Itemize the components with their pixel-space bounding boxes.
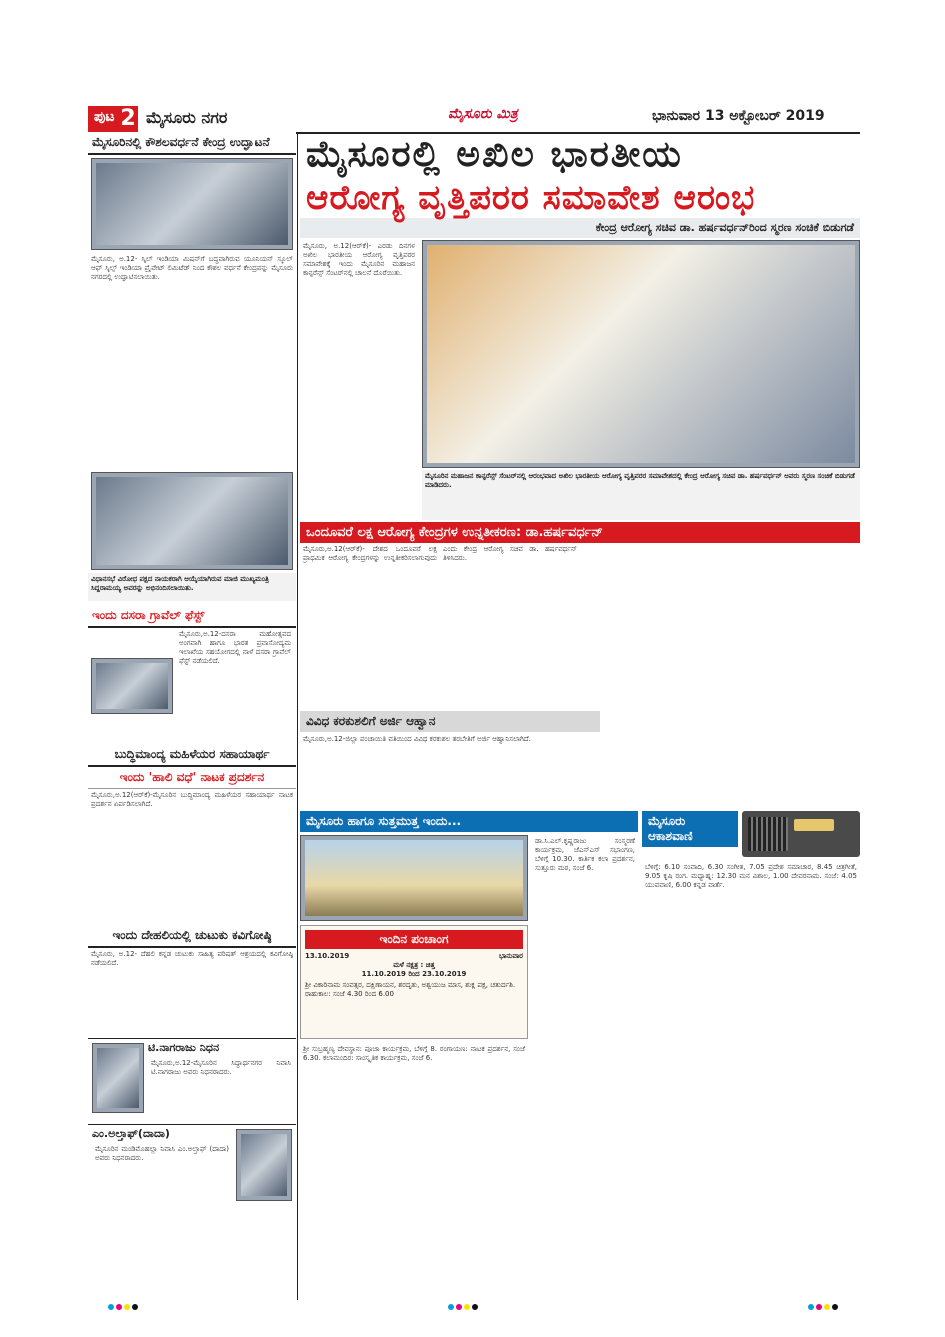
story2-caption: ವಿಧಾನಸಭೆ ವಿರೋಧ ಪಕ್ಷದ ನಾಯಕರಾಗಿ ಆಯ್ಕೆಯಾಗಿರುವ ಮಾಜಿ ಮುಖ್ಯಮಂತ್ರಿ ಸಿದ್ದರಾಮಯ್ಯ ಅವರನ್ನು ಅಭಿನಂದಿಸಲಾಯಿತು.: [88, 573, 296, 601]
story2-photo: [91, 472, 293, 570]
page-number: 2: [118, 106, 138, 132]
lead-photo-caption: ಮೈಸೂರಿನ ಮಹಾಜನ ಕಾನ್ಫರೆನ್ಸ್ ಸೆಂಟರ್‌ನಲ್ಲಿ ಆರಂಭವಾದ ಅಖಿಲ ಭಾರತೀಯ ಆರೋಗ್ಯ ವೃತ್ತಿಪರರ ಸಮಾವೇಶದಲ್ಲಿ ಕೇಂದ್ರ ಆರೋಗ್ಯ ಸಚಿವ ಡಾ. ಹರ್ಷವರ್ಧನ್ ಅವರು ಸ್ಮರಣ ಸಂಚಿಕೆ ಬಿಡುಗಡೆ ಮಾಡಿದರು.: [422, 470, 860, 520]
panchanga-body: ಶ್ರೀ ವಿಕಾರಿನಾಮ ಸಂವತ್ಸರ, ದಕ್ಷಿಣಾಯನ, ಶರದೃತು, ಅಶ್ವಯುಜ ಮಾಸ, ಶುಕ್ಲ ಪಕ್ಷ, ಚತುರ್ದಶಿ. ರಾಹುಕಾಲ: ಸಂಜೆ 4.30 ರಿಂದ 6.00: [305, 981, 516, 998]
events-head: ಮೈಸೂರು ಹಾಗೂ ಸುತ್ತಮುತ್ತ ಇಂದು...: [300, 811, 638, 832]
vividha-head: ವಿವಿಧ ಕರಕುಶಲಿಗೆ ಅರ್ಜಿ ಆಹ್ವಾನ: [300, 711, 600, 732]
story4-subtitle: ಇಂದು 'ಹಾಲಿ ವಧೆ' ನಾಟಕ ಪ್ರದರ್ಶನ: [88, 767, 296, 789]
second-headline: ಒಂದೂವರೆ ಲಕ್ಷ ಆರೋಗ್ಯ ಕೇಂದ್ರಗಳ ಉನ್ನತೀಕರಣ: ಡಾ.ಹರ್ಷವರ್ಧನ್: [300, 522, 860, 543]
story4-title: ಬುದ್ಧಿಮಾಂದ್ಯ ಮಹಿಳೆಯರ ಸಹಾಯಾರ್ಥ: [88, 744, 296, 767]
newspaper-page: [88, 98, 860, 1300]
obit1-photo: [92, 1043, 144, 1113]
story1-body: ಮೈಸೂರು, ಅ.12- ಸ್ಕಿಲ್ ಇಂಡಿಯಾ ಮಿಷನ್‌ಗೆ ಬದ್ಧವಾಗಿರುವ ಯೂನಿಯನ್ ಸ್ಕೂಲ್ ಆಫ್ ಸ್ಕಿಲ್ಸ್ ಇಂಡಿಯಾ ಪ್ರೈವೇಟ್ ಲಿಮಿಟೆಡ್ ನಿಂದ ಕೌಶಲ ವರ್ಧನೆ ಕೇಂದ್ರವನ್ನು ಮೈಸೂರು ನಗರದಲ್ಲಿ ಉದ್ಘಾಟಿಸಲಾಯಿತು.: [91, 255, 293, 281]
story3-title: ಇಂದು ದಸರಾ ಗ್ರಾವೆಲ್ ಫೆಸ್ಟ್: [88, 605, 296, 628]
obit1-title: ಟಿ.ನಾಗರಾಜು ನಿಧನ: [148, 1041, 220, 1054]
headline-line2: ಆರೋಗ್ಯ ವೃತ್ತಿಪರರ ಸಮಾವೇಶ ಆರಂಭ: [306, 178, 756, 218]
lead-photo: [422, 240, 860, 468]
masthead: ಮೈಸೂರು ಮಿತ್ರ: [448, 106, 518, 122]
events-body-col1: ಶ್ರೀ ಸುಬ್ರಹ್ಮಣ್ಯ ದೇವಸ್ಥಾನ: ಪೂಜಾ ಕಾರ್ಯಕ್ರಮ, ಬೆಳಿಗ್ಗೆ 8. ರಂಗಾಯಣ: ನಾಟಕ ಪ್ರದರ್ಶನ, ಸಂಜೆ 6.30. ಕಲಾಮಂದಿರ: ಸಾಂಸ್ಕೃತಿಕ ಕಾರ್ಯಕ್ರಮ, ಸಂಜೆ 6.: [303, 1045, 525, 1062]
events-body-col2: ಡಾ.ಸಿ.ಎಲ್.ಕೃಷ್ಣರಾಜು ಸಂಸ್ಮರಣೆ ಕಾರ್ಯಕ್ರಮ, ಜೆಎಸ್‌ಎಸ್ ಸಭಾಂಗಣ, ಬೆಳಿಗ್ಗೆ 10.30. ಕಾರ್ತಿಕ ಕಲಾ ಪ್ರದರ್ಶನ, ಸುತ್ತೂರು ಮಠ, ಸಂಜೆ 6.: [535, 837, 635, 872]
obit1-body: ಮೈಸೂರು,ಅ.12-ಮೈಸೂರಿನ ಸಿದ್ಧಾರ್ಥನಗರ ನಿವಾಸಿ ಟಿ.ನಾಗರಾಜು ಅವರು ನಿಧನರಾದರು.: [151, 1059, 291, 1076]
panchanga-box: [300, 925, 528, 1039]
radio-head: ಮೈಸೂರು ಆಕಾಶವಾಣಿ: [642, 811, 738, 847]
story3-photo: [91, 658, 173, 714]
vividha-body: ಮೈಸೂರು,ಅ.12-ಜಿಲ್ಲಾ ಪಂಚಾಯಿತಿ ವತಿಯಿಂದ ವಿವಿಧ ಕರಕುಶಲ ತರಬೇತಿಗೆ ಅರ್ಜಿ ಆಹ್ವಾನಿಸಲಾಗಿದೆ.: [303, 735, 531, 743]
page-tag: ಪುಟ: [88, 106, 121, 132]
panchanga-day: ಭಾನುವಾರ: [498, 952, 523, 960]
subhead: ಕೇಂದ್ರ ಆರೋಗ್ಯ ಸಚಿವ ಡಾ. ಹರ್ಷವರ್ಧನ್‌ರಿಂದ ಸ್ಮರಣ ಸಂಚಿಕೆ ಬಿಡುಗಡೆ: [300, 218, 860, 238]
panchanga-star: ಮಳೆ ನಕ್ಷತ್ರ : ಚಿತ್ತ: [393, 961, 435, 969]
palace-photo: [300, 835, 528, 921]
radio-icon: [742, 811, 860, 857]
section-name: ಮೈಸೂರು ನಗರ: [146, 108, 228, 127]
story3-body: ಮೈಸೂರು,ಅ.12-ದಸರಾ ಮಹೋತ್ಸವದ ಅಂಗವಾಗಿ ಹಾಗೂ ಭಾರತ ಪ್ರವಾಸೋದ್ಯಮ ಇಲಾಖೆಯ ಸಹಯೋಗದಲ್ಲಿ ನಾಳೆ ದಸರಾ ಗ್ರಾವೆಲ್ ಫೆಸ್ಟ್ ನಡೆಯಲಿದೆ.: [179, 630, 291, 665]
headline-line1: ಮೈಸೂರಲ್ಲಿ ಅಖಿಲ ಭಾರತೀಯ: [306, 134, 683, 175]
registration-marks: [88, 1300, 860, 1310]
story5-title: ಇಂದು ದೇಹಲಿಯಲ್ಲಿ ಚುಟುಕು ಕವಿಗೋಷ್ಠಿ: [88, 925, 296, 948]
issue-date: ಭಾನುವಾರ 13 ಅಕ್ಟೋಬರ್ 2019: [652, 108, 825, 124]
obit2-title: ಎಂ.ಅಲ್ತಾಫ್(ದಾದಾ): [92, 1127, 170, 1140]
story1-title: ಮೈಸೂರಿನಲ್ಲಿ ಕೌಶಲವರ್ಧನೆ ಕೇಂದ್ರ ಉದ್ಘಾಟನೆ: [88, 132, 296, 155]
story5-body: ಮೈಸೂರು, ಅ.12- ದೆಹಲಿ ಕನ್ನಡ ಚುಟುಕು ಸಾಹಿತ್ಯ ಪರಿಷತ್ ಆಶ್ರಯದಲ್ಲಿ ಕವಿಗೋಷ್ಠಿ ನಡೆಯಲಿದೆ.: [91, 950, 293, 967]
lead-body: ಮೈಸೂರು, ಅ.12(ಆರ್‌ಕೆ)- ಎರಡು ದಿನಗಳ ಅಖಿಲ ಭಾರತೀಯ ಆರೋಗ್ಯ ವೃತ್ತಿಪರರ ಸಮಾವೇಶಕ್ಕೆ ಇಂದು ಮೈಸೂರಿನ ಮಹಾಜನ ಕಾನ್ಫರೆನ್ಸ್ ಸೆಂಟರ್‌ನಲ್ಲಿ ಚಾಲನೆ ದೊರೆಯಿತು.: [303, 242, 415, 277]
second-body: ಮೈಸೂರು,ಅ.12(ಆರ್‌ಕೆ)- ದೇಶದ ಒಂದೂವರೆ ಲಕ್ಷ ಪ್ರಾಥಮಿಕ ಆರೋಗ್ಯ ಕೇಂದ್ರಗಳನ್ನು ಉನ್ನತೀಕರಿಸಲಾಗುವುದು ಎಂದು ಕೇಂದ್ರ ಆರೋಗ್ಯ ಸಚಿವ ಡಾ. ಹರ್ಷವರ್ಧನ್ ತಿಳಿಸಿದರು.: [303, 545, 577, 562]
column-rule: [297, 132, 298, 1300]
story1-photo: [91, 158, 293, 250]
obit2-photo: [236, 1129, 292, 1201]
panchanga-title: ಇಂದಿನ ಪಂಚಾಂಗ: [305, 930, 523, 949]
obit2-body: ಮೈಸೂರಿನ ಮಂಡಿಮೊಹಲ್ಲಾ ನಿವಾಸಿ ಎಂ.ಅಲ್ತಾಫ್ (ದಾದಾ) ಅವರು ನಿಧನರಾದರು.: [95, 1145, 229, 1162]
main-column: [300, 132, 860, 1300]
left-column: [88, 132, 296, 1300]
panchanga-range: 11.10.2019 ರಿಂದ 23.10.2019: [361, 970, 467, 978]
panchanga-date: 13.10.2019: [305, 952, 350, 960]
radio-body: ಬೆಳಿಗ್ಗೆ: 6.10 ಸಂವಾದಿ, 6.30 ಸಂಗೀತ, 7.05 ಪ್ರದೇಶ ಸಮಾಚಾರ, 8.45 ಚಿತ್ರಗೀತೆ, 9.05 ಕೃಷಿ ರಂಗ. ಮಧ್ಯಾಹ್ನ: 12.30 ಮನ ವಿಶಾಲ, 1.00 ದೇವರನಾಮ. ಸಂಜೆ: 4.05 ಯುವವಾಣಿ, 6.00 ಕನ್ನಡ ವಾರ್ತೆ.: [645, 863, 857, 889]
story4-body: ಮೈಸೂರು,ಅ.12(ಆರ್‌ಕೆ)-ಮೈಸೂರಿನ ಬುದ್ಧಿಮಾಂದ್ಯ ಮಹಿಳೆಯರ ಸಹಾಯಾರ್ಥ ನಾಟಕ ಪ್ರದರ್ಶನ ಏರ್ಪಡಿಸಲಾಗಿದೆ.: [91, 791, 293, 808]
page-header: [88, 98, 860, 130]
